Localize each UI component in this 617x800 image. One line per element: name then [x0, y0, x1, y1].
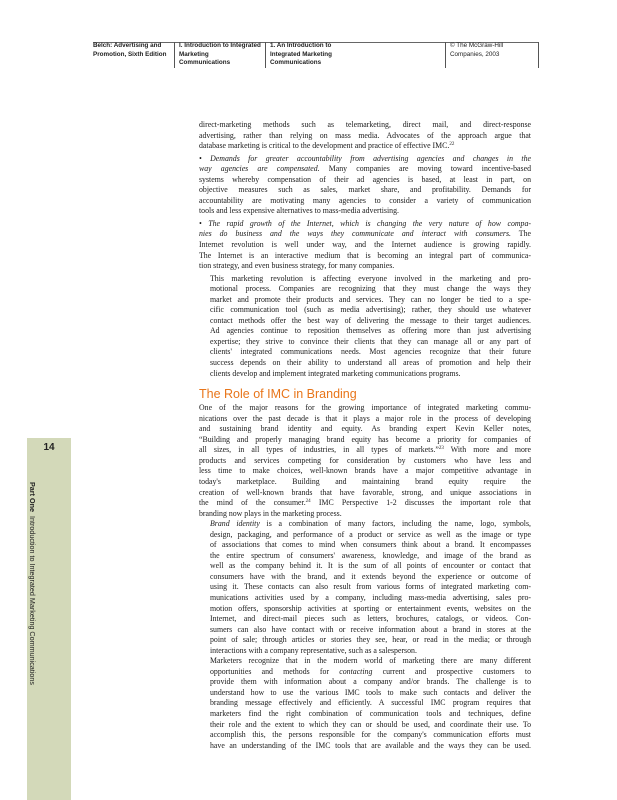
paragraph: direct-marketing methods such as telemarketing, direct mail, and direct-response advertising, rather than relying on mass media. Advocates of the approach argue that database marketing is critical to the development and practice of effective IMC.$^{22}$	[199, 120, 531, 151]
header-separator	[538, 42, 539, 68]
header-separator	[265, 42, 266, 68]
bullet-item: • Demands for greater accountability from advertising agencies and changes in the way agencies are compensated. Many companies are moving toward incentive-based systems whereby compensation of their ad agencies is based, at least in part, on objective measures such as sales, market share, and profitability. Demands for accountability are motivating many agencies to consider a variety of communication tools and less expensive alternatives to mass-media advertising.	[199, 153, 531, 216]
page-number: 14	[43, 442, 55, 453]
header-part: I. Introduction to Integrated Marketing Communications	[179, 42, 261, 67]
paragraph: Marketers recognize that in the modern world of marketing there are many different opportunities and methods for contacting current and prospective customers to provide them with information about a company and/or brands. The challenge is to understand how to use the various IMC tools to make such contacts and deliver the branding message effectively and efficiently. A successful IMC program requires that marketers find the right combination of communication tools and techniques, define their role and the extent to which they can or should be used, and coordinate their use. To accomplish this, the persons responsible for the company's communication efforts must have an understanding of the IMC tools that are available and the ways they can be used.	[210, 656, 531, 750]
part-title: Introduction to Integrated Marketing Communications	[28, 515, 37, 685]
part-title-vertical	[28, 482, 37, 685]
body-text	[199, 120, 531, 751]
paragraph: One of the major reasons for the growing importance of integrated marketing commu- nications over the past decade is that it plays a major role in the process of developing and sustaining brand identity and equity. As branding expert Kevin Keller notes, “Building and properly managing brand equity has become a priority for companies of all sizes, in all types of industries, in all types of markets.”$^{23}$ With more and more products and services competing for consideration by customers who have less and less time to make choices, well-known brands have a major competitive advantage in today's marketplace. Building and maintaining brand equity require the creation of well-known brands that have favorable, strong, and unique associations in the mind of the consumer.$^{24}$ IMC Perspective 1-2 discusses the important role that branding now plays in the marketing process.	[199, 403, 531, 518]
paragraph: Brand identity is a combination of many factors, including the name, logo, symbols, design, packaging, and performance of a product or service as well as the image or type of associations that comes to mind when consumers think about a brand. It encompasses the entire spectrum of consumers' awareness, knowledge, and image of the brand as well as the company behind it. It is the sum of all points of encounter or contact that consumers have with the brand, and it extends beyond the experience or outcome of using it. These contacts can also result from various forms of integrated marketing com- munications activities used by a company, including mass-media advertising, sales pro- motion offers, sponsorship activities at sporting or entertainment events, websites on the Internet, and direct-mail pieces such as letters, brochures, catalogs, or videos. Con- sumers can also have contact with or receive information about a brand in stores at the point of sale; through articles or stories they see, hear, or read in the media; or through interactions with a company representative, such as a salesperson.	[210, 519, 531, 655]
header-book-title: Belch: Advertising and Promotion, Sixth Edition	[93, 42, 167, 58]
header-chapter: 1. An Introduction to Integrated Marketing Communications	[270, 42, 332, 67]
section-heading: The Role of IMC in Branding	[199, 387, 357, 402]
bullet-item: • The rapid growth of the Internet, which is changing the very nature of how compa- nies do business and the ways they communicate and interact with consumers. The Internet revolution is well under way, and the Internet audience is growing rapidly. The Internet is an interactive medium that is becoming an integral part of communica- tion strategy, and even business strategy, for many companies.	[199, 218, 531, 271]
header-separator	[174, 42, 175, 68]
part-label: Part One	[28, 482, 37, 512]
running-header	[93, 42, 539, 68]
header-copyright: © The McGraw-Hill Companies, 2003	[450, 42, 504, 58]
header-separator	[445, 42, 446, 68]
paragraph: This marketing revolution is affecting everyone involved in the marketing and pro- motional process. Companies are recognizing that they must change the ways they market and promote their products and services. They can no longer be tied to a spe- cific communication tool (such as media advertising); rather, they should use whatever contact methods offer the best way of delivering the message to their target audiences. Ad agencies continue to reposition themselves as offering more than just advertising expertise; they strive to convince their clients that they can manage all or any part of clients' integrated communications needs. Most agencies recognize that their future success depends on their ability to understand all areas of promotion and help their clients develop and implement integrated marketing communications programs.	[210, 273, 531, 378]
